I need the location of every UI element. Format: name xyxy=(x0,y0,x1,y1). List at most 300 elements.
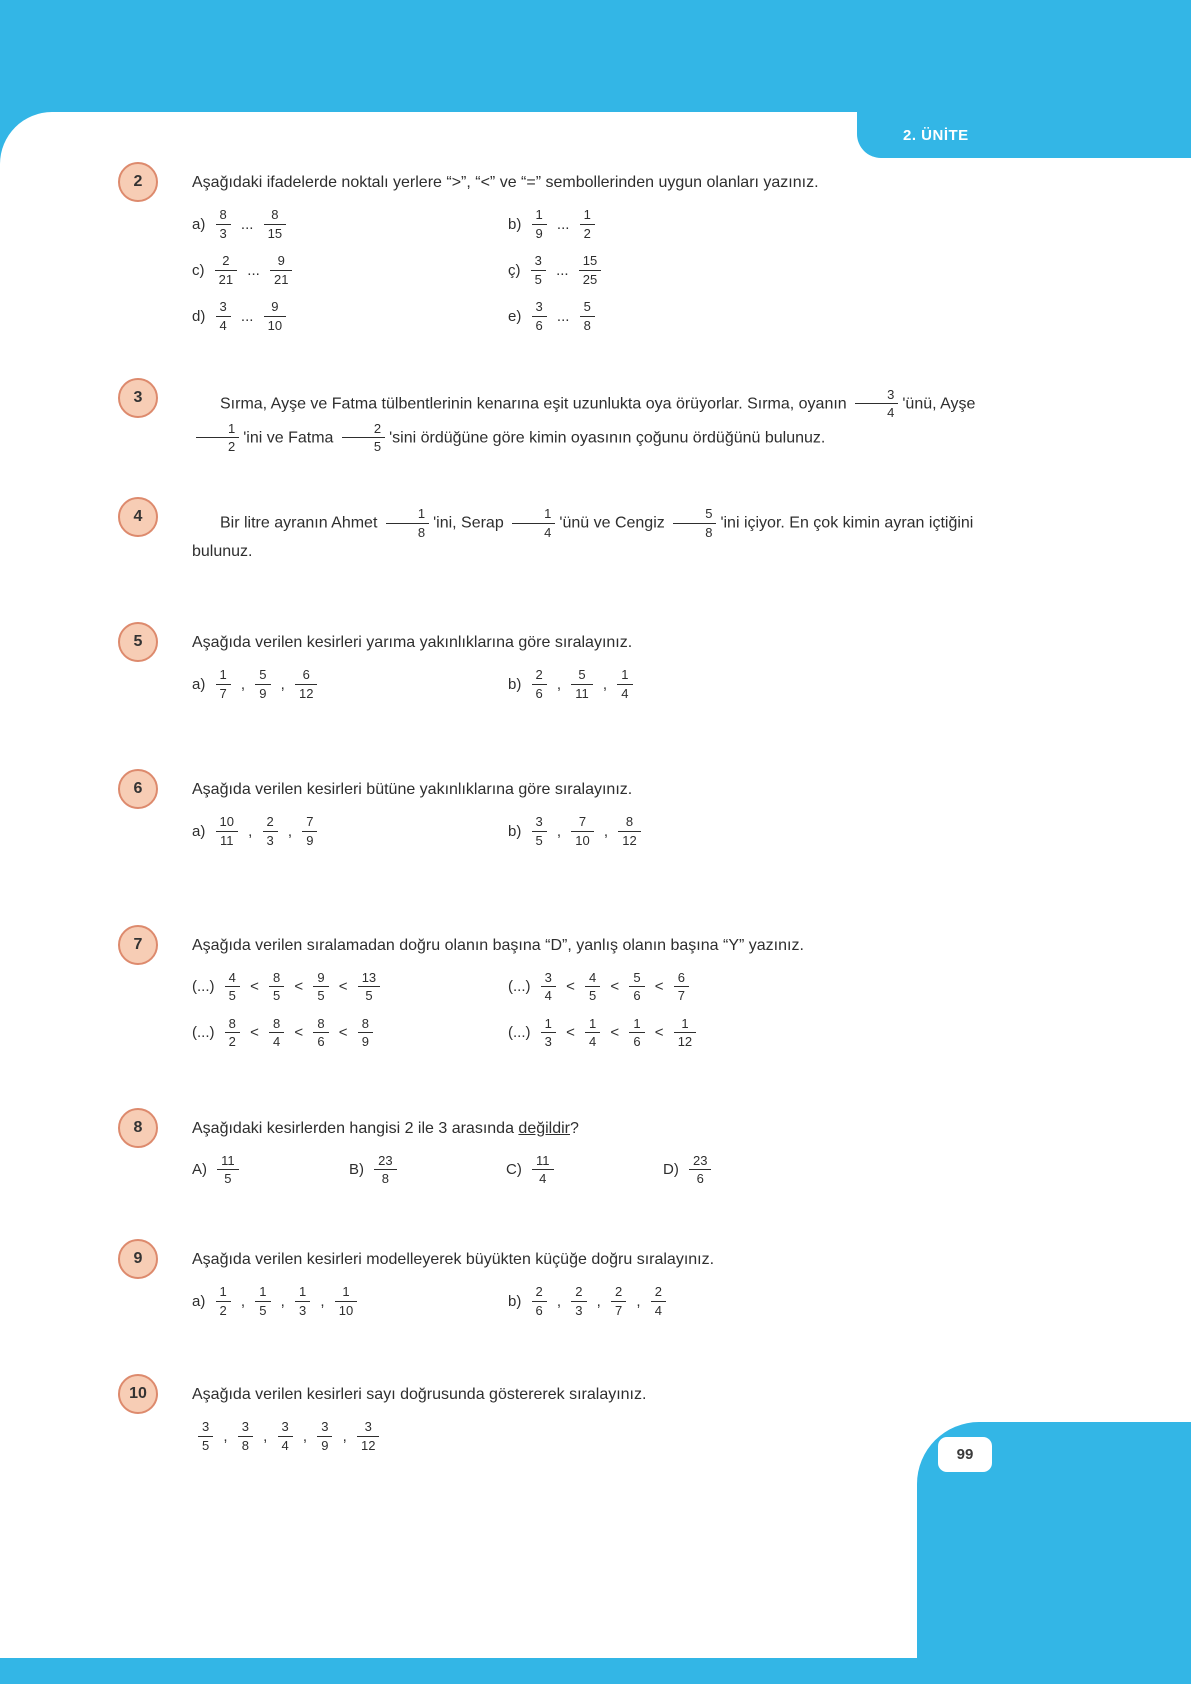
text-segment: a) xyxy=(192,822,210,840)
fraction xyxy=(673,506,716,540)
fraction xyxy=(198,1419,213,1453)
fraction-numerator: 8 xyxy=(269,970,284,988)
fraction-numerator: 3 xyxy=(216,299,231,317)
fraction-numerator: 15 xyxy=(579,253,601,271)
question-number: 5 xyxy=(133,633,143,651)
text-segment: Aşağıda verilen kesirleri yarıma yakınlıklarına göre sıralayınız. xyxy=(192,634,633,652)
fraction-numerator: 8 xyxy=(264,207,286,225)
fraction xyxy=(532,207,547,241)
question-number-badge xyxy=(118,925,158,965)
fraction-denominator: 8 xyxy=(583,317,591,333)
question-body xyxy=(192,378,1121,467)
fraction-denominator: 4 xyxy=(654,1302,662,1318)
text-segment: e) xyxy=(508,307,526,325)
fraction xyxy=(512,506,555,540)
question-number-badge xyxy=(118,497,158,537)
fraction xyxy=(386,506,429,540)
fraction-denominator: 4 xyxy=(281,1437,289,1453)
fraction xyxy=(264,299,286,333)
question-text xyxy=(192,778,1022,802)
text-segment: ... xyxy=(552,307,574,325)
fraction xyxy=(674,970,689,1004)
fraction xyxy=(216,207,231,241)
fraction-numerator: 7 xyxy=(302,814,317,832)
text-segment: , xyxy=(338,1427,351,1445)
text-segment: , xyxy=(276,1292,290,1310)
fraction-numerator: 3 xyxy=(532,814,547,832)
fraction-numerator: 1 xyxy=(216,1284,231,1302)
fraction-denominator: 8 xyxy=(381,1171,390,1187)
question-3 xyxy=(118,378,1121,467)
fraction-numerator: 7 xyxy=(571,814,593,832)
question-text xyxy=(192,1117,1022,1141)
text-segment: ? xyxy=(570,1119,579,1137)
question-text xyxy=(192,1383,1022,1407)
page-number: 99 xyxy=(956,1446,974,1463)
question-number: 9 xyxy=(133,1250,143,1268)
fraction xyxy=(580,207,595,241)
answer-item xyxy=(508,253,824,287)
text-segment: , xyxy=(592,1292,606,1310)
question-body xyxy=(192,622,1121,713)
fraction xyxy=(358,970,380,1004)
answer-row xyxy=(192,667,1121,701)
fraction-numerator: 4 xyxy=(585,970,600,988)
fraction-denominator: 4 xyxy=(887,405,895,421)
fraction-denominator: 4 xyxy=(539,1171,547,1187)
text-segment: B) xyxy=(349,1161,369,1179)
text-segment: c) xyxy=(192,261,209,279)
fraction xyxy=(269,970,284,1004)
fraction xyxy=(225,1016,240,1050)
answer-item xyxy=(192,253,508,287)
fraction xyxy=(216,814,238,848)
answer-item xyxy=(192,299,508,333)
fraction-numerator: 1 xyxy=(674,1016,696,1034)
question-body xyxy=(192,925,1121,1062)
answer-item xyxy=(192,667,508,701)
fraction xyxy=(302,814,317,848)
text-segment: Aşağıdaki kesirlerden hangisi 2 ile 3 arasında xyxy=(192,1119,519,1137)
fraction-numerator: 2 xyxy=(532,667,547,685)
fraction-denominator: 9 xyxy=(306,832,314,848)
text-segment: , xyxy=(552,1292,566,1310)
text-segment: ... xyxy=(552,215,574,233)
answer-row xyxy=(192,814,1121,848)
fraction-numerator: 3 xyxy=(855,387,898,405)
fraction-denominator: 5 xyxy=(534,271,542,287)
text-segment: 'ini içiyor. En çok kimin ayran içtiğini bulunuz. xyxy=(192,514,974,561)
text-segment: Aşağıda verilen sıralamadan doğru olanın başına “D”, yanlış olanın başına “Y” yazınız. xyxy=(192,936,804,954)
fraction-denominator: 11 xyxy=(575,685,589,701)
answer-item xyxy=(192,1016,508,1050)
fraction-denominator: 5 xyxy=(259,1302,267,1318)
fraction-numerator: 9 xyxy=(264,299,286,317)
fraction xyxy=(317,1419,332,1453)
text-segment: < xyxy=(650,978,668,996)
question-text xyxy=(192,387,1022,455)
question-number: 2 xyxy=(133,173,143,190)
text-segment: C) xyxy=(506,1161,526,1179)
fraction-denominator: 3 xyxy=(544,1034,552,1050)
fraction xyxy=(571,814,593,848)
fraction xyxy=(579,253,601,287)
fraction-denominator: 5 xyxy=(589,988,597,1004)
fraction xyxy=(629,970,644,1004)
fraction xyxy=(611,1284,626,1318)
fraction-numerator: 2 xyxy=(342,421,385,439)
text-segment: < xyxy=(290,978,308,996)
fraction-denominator: 6 xyxy=(535,317,543,333)
text-segment: Aşağıda verilen kesirleri modelleyerek büyükten küçüğe doğru sıralayınız. xyxy=(192,1251,715,1269)
answer-row xyxy=(192,1284,1121,1318)
fraction-denominator: 8 xyxy=(705,524,713,540)
text-segment: , xyxy=(552,822,566,840)
text-segment: 'sini ördüğüne göre kimin oyasının çoğunu ördüğünü bulunuz. xyxy=(389,429,826,447)
fraction xyxy=(255,1284,270,1318)
fraction xyxy=(585,970,600,1004)
answer-row xyxy=(192,1016,1121,1050)
text-segment: < xyxy=(561,1024,580,1042)
question-number-badge xyxy=(118,1239,158,1279)
fraction-denominator: 5 xyxy=(317,988,325,1004)
fraction xyxy=(532,667,547,701)
fraction xyxy=(571,667,593,701)
fraction-numerator: 8 xyxy=(313,1016,328,1034)
answer-row xyxy=(192,1153,1121,1187)
fraction-numerator: 3 xyxy=(532,299,547,317)
question-number: 10 xyxy=(129,1385,147,1403)
text-segment: < xyxy=(245,978,264,996)
question-number: 4 xyxy=(133,507,143,525)
fraction-numerator: 2 xyxy=(611,1284,626,1302)
text-segment: a) xyxy=(192,1292,210,1310)
fraction-numerator: 5 xyxy=(629,970,644,988)
fraction xyxy=(618,814,640,848)
fraction xyxy=(342,421,385,455)
fraction xyxy=(357,1419,379,1453)
text-segment: ç) xyxy=(508,261,525,279)
fraction xyxy=(295,1284,310,1318)
fraction-denominator: 4 xyxy=(273,1034,281,1050)
question-4 xyxy=(118,497,1121,576)
text-segment: a) xyxy=(192,675,210,693)
answer-item xyxy=(508,667,824,701)
fraction-denominator: 6 xyxy=(317,1034,325,1050)
text-segment: (...) xyxy=(192,1024,219,1042)
fraction-denominator: 7 xyxy=(615,1302,623,1318)
text-segment: , xyxy=(316,1292,329,1310)
fraction xyxy=(335,1284,357,1318)
fraction-denominator: 21 xyxy=(273,271,289,287)
text-segment: (...) xyxy=(508,978,535,996)
text-segment: < xyxy=(334,1024,352,1042)
fraction-numerator: 10 xyxy=(216,814,238,832)
answer-item xyxy=(508,1016,824,1050)
question-number-badge xyxy=(118,622,158,662)
fraction xyxy=(215,253,237,287)
fraction xyxy=(541,1016,556,1050)
text-segment: d) xyxy=(192,307,210,325)
fraction-denominator: 6 xyxy=(535,1302,543,1318)
text-segment: a) xyxy=(192,215,210,233)
question-7 xyxy=(118,925,1121,1062)
fraction-denominator: 12 xyxy=(299,685,314,701)
text-segment: A) xyxy=(192,1161,212,1179)
fraction xyxy=(532,814,547,848)
fraction-numerator: 1 xyxy=(255,1284,270,1302)
fraction xyxy=(225,970,240,1004)
fraction-denominator: 7 xyxy=(677,988,685,1004)
text-segment: b) xyxy=(508,1292,526,1310)
fraction xyxy=(571,1284,586,1318)
fraction-numerator: 1 xyxy=(196,421,239,439)
fraction-numerator: 13 xyxy=(358,970,380,988)
fraction-numerator: 1 xyxy=(617,667,632,685)
fraction-denominator: 10 xyxy=(575,832,590,848)
text-segment: , xyxy=(243,822,257,840)
text-segment: Aşağıda verilen kesirleri sayı doğrusunda göstererek sıralayınız. xyxy=(192,1386,647,1404)
question-number: 6 xyxy=(133,780,143,798)
fraction-numerator: 5 xyxy=(571,667,593,685)
fraction-numerator: 1 xyxy=(580,207,595,225)
fraction-numerator: 3 xyxy=(357,1419,379,1437)
question-body xyxy=(192,1108,1121,1199)
fraction-numerator: 8 xyxy=(269,1016,284,1034)
fraction-numerator: 2 xyxy=(651,1284,666,1302)
fraction xyxy=(216,299,231,333)
question-6 xyxy=(118,769,1121,860)
fraction-numerator: 9 xyxy=(313,970,328,988)
answer-item xyxy=(663,1153,820,1187)
fraction xyxy=(531,253,546,287)
fraction-numerator: 1 xyxy=(629,1016,644,1034)
fraction-denominator: 15 xyxy=(267,225,283,241)
question-5 xyxy=(118,622,1121,713)
fraction-numerator: 3 xyxy=(278,1419,293,1437)
text-segment: , xyxy=(276,675,290,693)
question-text xyxy=(192,1248,1022,1272)
question-number: 8 xyxy=(133,1118,143,1136)
fraction-numerator: 5 xyxy=(673,506,716,524)
unit-tab xyxy=(857,112,1191,158)
fraction-denominator: 3 xyxy=(266,832,274,848)
question-text xyxy=(192,171,1022,195)
answer-item xyxy=(349,1153,506,1187)
fraction-denominator: 2 xyxy=(228,1034,236,1050)
fraction xyxy=(532,299,547,333)
fraction-denominator: 9 xyxy=(361,1034,369,1050)
fraction-denominator: 4 xyxy=(219,317,227,333)
fraction-numerator: 1 xyxy=(541,1016,556,1034)
fraction-numerator: 1 xyxy=(216,667,231,685)
fraction-denominator: 9 xyxy=(321,1437,329,1453)
fraction-numerator: 1 xyxy=(532,207,547,225)
fraction-denominator: 12 xyxy=(622,832,637,848)
text-segment: , xyxy=(258,1427,272,1445)
text-segment: ... xyxy=(243,261,264,279)
fraction-denominator: 3 xyxy=(219,225,227,241)
fraction-numerator: 8 xyxy=(225,1016,240,1034)
text-segment: 'ünü ve Cengiz xyxy=(559,514,670,532)
fraction-denominator: 3 xyxy=(299,1302,307,1318)
text-segment: , xyxy=(236,1292,250,1310)
fraction-numerator: 4 xyxy=(225,970,240,988)
fraction-numerator: 3 xyxy=(238,1419,253,1437)
fraction-numerator: 9 xyxy=(270,253,292,271)
answer-item xyxy=(192,970,508,1004)
fraction-numerator: 11 xyxy=(217,1153,239,1171)
text-segment: (...) xyxy=(508,1024,535,1042)
fraction-denominator: 5 xyxy=(273,988,281,1004)
fraction xyxy=(264,207,286,241)
fraction-numerator: 1 xyxy=(386,506,429,524)
fraction-numerator: 6 xyxy=(295,667,317,685)
fraction xyxy=(532,1284,547,1318)
fraction-numerator: 1 xyxy=(585,1016,600,1034)
fraction-denominator: 4 xyxy=(621,685,629,701)
text-segment: (...) xyxy=(192,978,219,996)
fraction-denominator: 5 xyxy=(202,1437,210,1453)
question-text xyxy=(192,631,1022,655)
answer-item xyxy=(192,1284,508,1318)
fraction xyxy=(629,1016,644,1050)
fraction xyxy=(295,667,317,701)
fraction-denominator: 9 xyxy=(259,685,267,701)
text-segment: 'ini, Serap xyxy=(433,514,509,532)
fraction-denominator: 11 xyxy=(220,832,234,848)
question-number: 3 xyxy=(133,388,143,406)
fraction xyxy=(263,814,278,848)
text-segment: < xyxy=(606,1024,624,1042)
question-number: 7 xyxy=(133,935,143,953)
fraction-numerator: 8 xyxy=(216,207,231,225)
text-segment: , xyxy=(598,675,612,693)
question-number-badge xyxy=(118,1374,158,1414)
question-body xyxy=(192,162,1121,346)
text-segment: D) xyxy=(663,1161,683,1179)
text-segment: < xyxy=(561,978,580,996)
fraction xyxy=(278,1419,293,1453)
fraction-denominator: 4 xyxy=(544,988,552,1004)
text-segment: < xyxy=(334,978,352,996)
fraction-denominator: 2 xyxy=(228,439,236,455)
answer-item xyxy=(192,1153,349,1187)
question-number-badge xyxy=(118,162,158,202)
fraction-numerator: 2 xyxy=(263,814,278,832)
text-segment: 'ini ve Fatma xyxy=(243,429,338,447)
answer-item xyxy=(192,1419,385,1453)
fraction-denominator: 2 xyxy=(219,1302,227,1318)
fraction-numerator: 3 xyxy=(531,253,546,271)
fraction-denominator: 6 xyxy=(535,685,543,701)
fraction-numerator: 2 xyxy=(215,253,237,271)
fraction-numerator: 2 xyxy=(532,1284,547,1302)
answer-item xyxy=(506,1153,663,1187)
fraction-numerator: 23 xyxy=(689,1153,711,1171)
fraction xyxy=(313,1016,328,1050)
text-segment: , xyxy=(599,822,613,840)
fraction-numerator: 1 xyxy=(335,1284,357,1302)
text-segment: b) xyxy=(508,675,526,693)
answer-row xyxy=(192,207,1121,241)
fraction-numerator: 1 xyxy=(512,506,555,524)
fraction-denominator: 3 xyxy=(575,1302,583,1318)
question-2 xyxy=(118,162,1121,346)
text-segment: , xyxy=(236,675,250,693)
text-segment: , xyxy=(298,1427,312,1445)
fraction-numerator: 8 xyxy=(358,1016,373,1034)
fraction-numerator: 5 xyxy=(580,299,595,317)
fraction xyxy=(217,1153,239,1187)
fraction xyxy=(270,253,292,287)
fraction xyxy=(238,1419,253,1453)
fraction xyxy=(674,1016,696,1050)
fraction xyxy=(269,1016,284,1050)
fraction-denominator: 2 xyxy=(583,225,591,241)
answer-item xyxy=(508,814,824,848)
text-segment: 'ünü, Ayşe xyxy=(902,394,976,412)
fraction xyxy=(651,1284,666,1318)
text-segment: , xyxy=(632,1292,645,1310)
fraction-denominator: 5 xyxy=(228,988,236,1004)
text-segment: < xyxy=(606,978,624,996)
fraction-numerator: 11 xyxy=(532,1153,554,1171)
text-segment: b) xyxy=(508,215,526,233)
text-segment: ... xyxy=(236,215,258,233)
fraction-denominator: 25 xyxy=(582,271,598,287)
text-segment: Sırma, Ayşe ve Fatma tülbentlerinin kenarına eşit uzunlukta oya örüyorlar. Sırma, oyanın xyxy=(220,394,852,412)
question-number-badge xyxy=(118,378,158,418)
fraction xyxy=(216,1284,231,1318)
fraction-denominator: 12 xyxy=(361,1437,376,1453)
fraction-denominator: 21 xyxy=(218,271,234,287)
fraction xyxy=(255,667,270,701)
answer-item xyxy=(508,1284,824,1318)
fraction xyxy=(585,1016,600,1050)
question-9 xyxy=(118,1239,1121,1330)
question-8 xyxy=(118,1108,1121,1199)
fraction-denominator: 4 xyxy=(544,524,552,540)
fraction xyxy=(855,387,898,421)
fraction xyxy=(313,970,328,1004)
fraction-denominator: 7 xyxy=(219,685,227,701)
fraction-numerator: 3 xyxy=(541,970,556,988)
question-number-badge xyxy=(118,1108,158,1148)
fraction-numerator: 1 xyxy=(295,1284,310,1302)
fraction xyxy=(541,970,556,1004)
fraction xyxy=(196,421,239,455)
question-body xyxy=(192,497,1121,576)
fraction-numerator: 23 xyxy=(374,1153,396,1171)
answer-item xyxy=(192,207,508,241)
question-body xyxy=(192,769,1121,860)
text-segment: , xyxy=(219,1427,232,1445)
answer-row xyxy=(192,970,1121,1004)
fraction-denominator: 6 xyxy=(633,1034,641,1050)
fraction-denominator: 6 xyxy=(696,1171,704,1187)
fraction xyxy=(580,299,595,333)
fraction-denominator: 6 xyxy=(633,988,641,1004)
answer-row xyxy=(192,253,1121,287)
fraction xyxy=(216,667,231,701)
fraction-numerator: 8 xyxy=(618,814,640,832)
question-body xyxy=(192,1239,1121,1330)
text-segment: < xyxy=(245,1024,264,1042)
fraction-numerator: 5 xyxy=(255,667,270,685)
question-text xyxy=(192,506,1022,564)
page-number-badge xyxy=(938,1437,992,1472)
